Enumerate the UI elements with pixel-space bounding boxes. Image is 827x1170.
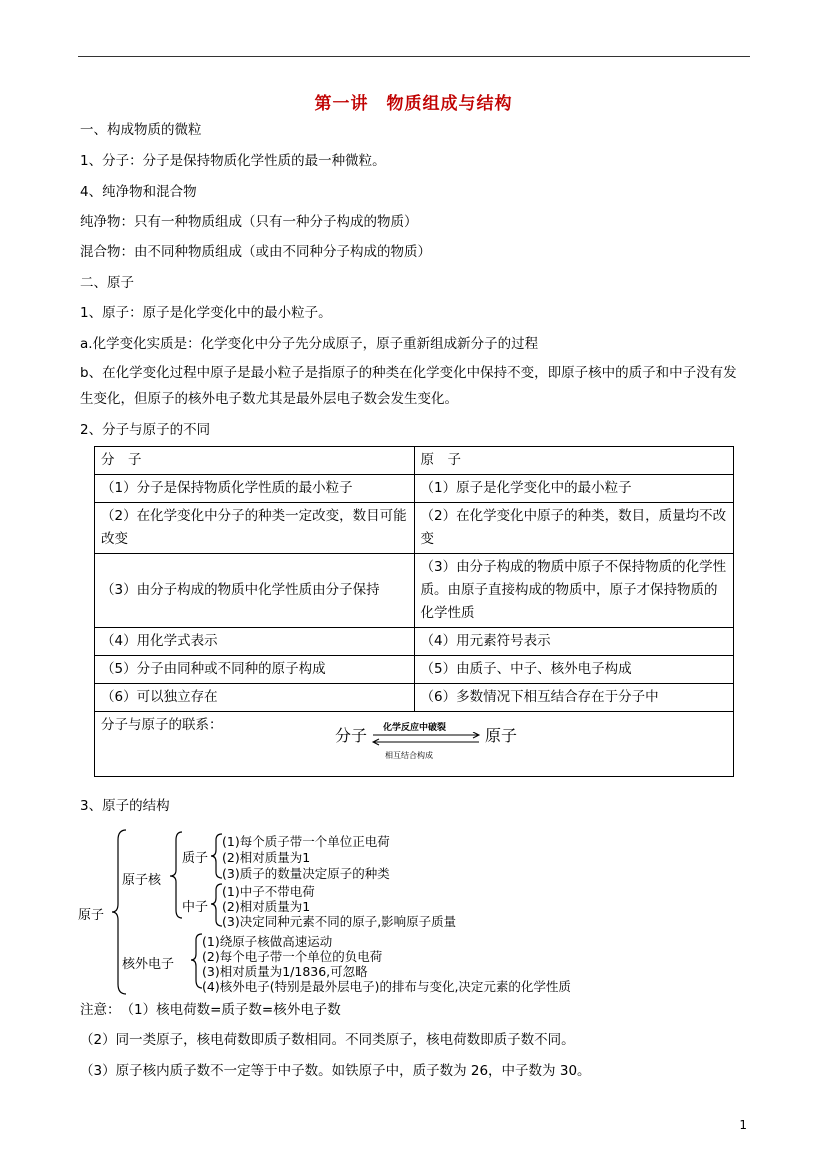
note-1: 注意： （1）核电荷数=质子数=核外电子数 bbox=[80, 1002, 341, 1018]
table-cell: （4）用元素符号表示 bbox=[414, 628, 734, 656]
section1-heading: 一、构成物质的微粒 bbox=[80, 122, 202, 138]
diagram-neutron: 中子 bbox=[182, 900, 209, 915]
header-atom: 原 子 bbox=[414, 447, 734, 475]
note-3: （3）原子核内质子数不一定等于中子数。如铁原子中，质子数为 26，中子数为 30。 bbox=[80, 1063, 591, 1079]
table-cell: （5）分子由同种或不同种的原子构成 bbox=[95, 656, 415, 684]
table-cell: （1）原子是化学变化中的最小粒子 bbox=[414, 475, 734, 503]
relation-arrow-diagram bbox=[335, 718, 535, 758]
page-number: 1 bbox=[739, 1118, 747, 1132]
table-row bbox=[95, 475, 734, 503]
pure-mixture-heading: 4、纯净物和混合物 bbox=[80, 184, 197, 200]
table-cell: （6）多数情况下相互结合存在于分子中 bbox=[414, 684, 734, 712]
table-cell: （2）在化学变化中分子的种类一定改变，数目可能改变 bbox=[95, 503, 415, 554]
relation-left: 分子 bbox=[335, 726, 368, 745]
diagram-electron: 核外电子 bbox=[122, 957, 175, 972]
table-row bbox=[95, 656, 734, 684]
table-row bbox=[95, 503, 734, 554]
proton-item: (2)相对质量为1 bbox=[222, 850, 311, 865]
table-row bbox=[95, 554, 734, 628]
relation-right: 原子 bbox=[485, 726, 518, 745]
pure-substance-definition: 纯净物：只有一种物质组成（只有一种分子构成的物质） bbox=[80, 214, 418, 230]
diagram-root: 原子 bbox=[78, 908, 105, 923]
neutron-item: (3)决定同种元素不同的原子,影响原子质量 bbox=[222, 914, 457, 929]
table-row bbox=[95, 628, 734, 656]
neutron-item: (2)相对质量为1 bbox=[222, 899, 311, 914]
table-row bbox=[95, 684, 734, 712]
note-2: （2）同一类原子，核电荷数即质子数相同。不同类原子，核电荷数即质子数不同。 bbox=[80, 1032, 575, 1048]
table-header-row bbox=[95, 447, 734, 475]
page-title: 第一讲 物质组成与结构 bbox=[314, 94, 513, 114]
table-cell: （3）由分子构成的物质中化学性质由分子保持 bbox=[95, 554, 415, 628]
proton-item: (1)每个质子带一个单位正电荷 bbox=[222, 834, 390, 849]
proton-item: (3)质子的数量决定原子的种类 bbox=[222, 866, 390, 881]
table-cell: （1）分子是保持物质化学性质的最小粒子 bbox=[95, 475, 415, 503]
structure-heading: 3、原子的结构 bbox=[80, 798, 170, 814]
molecule-definition: 1、分子：分子是保持物质化学性质的最一种微粒。 bbox=[80, 153, 386, 169]
electron-item: (4)核外电子(特别是最外层电子)的排布与变化,决定元素的化学性质 bbox=[202, 979, 571, 994]
table-cell: （6）可以独立存在 bbox=[95, 684, 415, 712]
header-rule bbox=[78, 56, 750, 57]
diagram-proton: 质子 bbox=[182, 851, 209, 866]
chem-change-essence: a.化学变化实质是：化学变化中分子先分成原子，原子重新组成新分子的过程 bbox=[80, 336, 539, 352]
mixture-definition: 混合物：由不同种物质组成（或由不同种分子构成的物质） bbox=[80, 244, 431, 260]
diagram-nucleus: 原子核 bbox=[122, 873, 162, 888]
electron-item: (3)相对质量为1/1836,可忽略 bbox=[202, 964, 368, 979]
header-molecule: 分 子 bbox=[95, 447, 415, 475]
electron-item: (1)绕原子核做高速运动 bbox=[202, 934, 333, 949]
electron-item: (2)每个电子带一个单位的负电荷 bbox=[202, 949, 383, 964]
relation-top-label: 化学反应中破裂 bbox=[383, 723, 447, 733]
relation-bottom-label: 相互结合构成 bbox=[385, 751, 433, 760]
section2-heading: 二、原子 bbox=[80, 275, 134, 291]
table-cell: （2）在化学变化中原子的种类，数目，质量均不改变 bbox=[414, 503, 734, 554]
table-cell: （5）由质子、中子、核外电子构成 bbox=[414, 656, 734, 684]
molecule-atom-table bbox=[94, 446, 734, 777]
relation-row bbox=[95, 712, 734, 777]
neutron-item: (1)中子不带电荷 bbox=[222, 884, 315, 899]
table-cell: （3）由分子构成的物质中原子不保持物质的化学性质。由原子直接构成的物质中，原子才保持物质的化学性质 bbox=[414, 554, 734, 628]
compare-heading: 2、分子与原子的不同 bbox=[80, 422, 211, 438]
atom-definition: 1、原子：原子是化学变化中的最小粒子。 bbox=[80, 305, 332, 321]
chem-change-detail: b、在化学变化过程中原子是最小粒子是指原子的种类在化学变化中保持不变，即原子核中的质子和中子没有发生变化，但原子的核外电子数尤其是最外层电子数会发生变化。 bbox=[80, 365, 737, 407]
atom-structure-diagram bbox=[78, 826, 698, 996]
relation-cell bbox=[95, 712, 734, 777]
table-cell: （4）用化学式表示 bbox=[95, 628, 415, 656]
relation-label: 分子与原子的联系： bbox=[101, 717, 223, 733]
